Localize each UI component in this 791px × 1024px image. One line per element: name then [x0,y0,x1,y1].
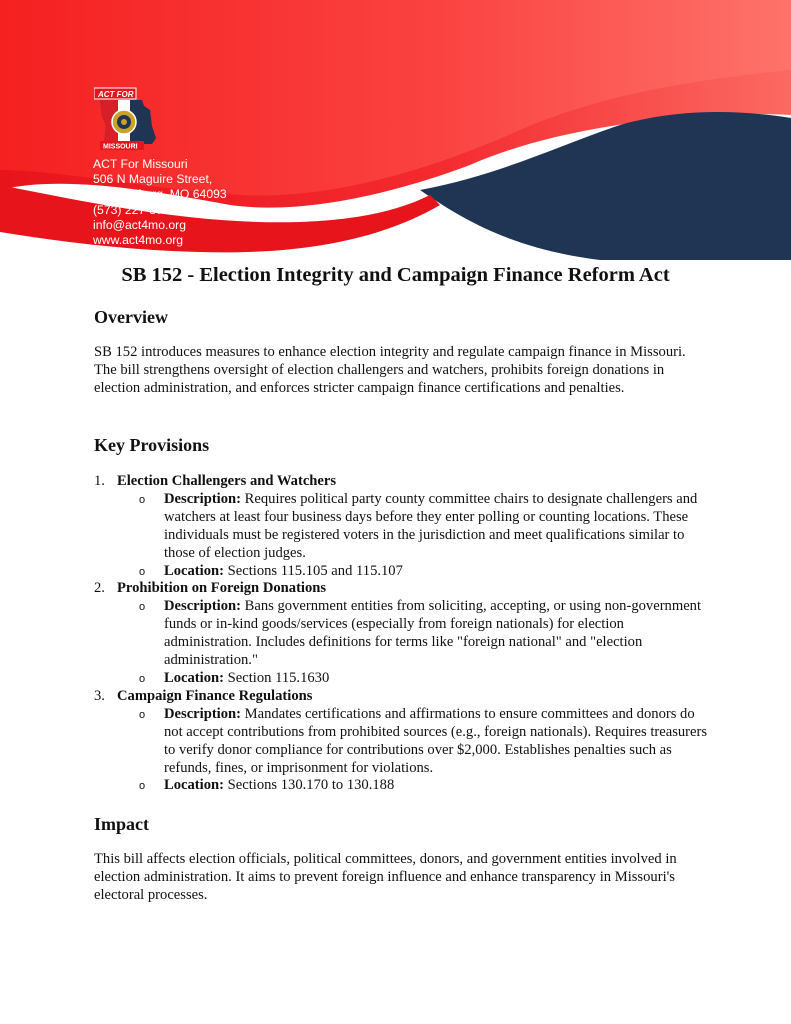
provision-description [94,598,714,670]
impact-heading: Impact [94,814,149,834]
description-label: Description: [164,598,242,615]
provision-description [94,491,714,563]
bullet-icon: o [139,493,146,506]
org-contact-block [93,157,227,248]
page-title: SB 152 - Election Integrity and Campaign Finance Reform Act [121,264,670,286]
provision-title: Campaign Finance Regulations [117,687,313,704]
location-text: Sections 130.170 to 130.188 [227,777,395,794]
description-text: Bans government entities from soliciting, accepting, or using non-government funds or in-kind goods/services (especially from foreign nationals) for election administration. Includes definitions for terms like "foreign national" and "election administration." [164,598,702,669]
org-street: 506 N Maguire Street, [93,172,213,187]
description-label: Description: [164,705,242,722]
location-label: Location: [164,562,224,579]
key-provisions-heading: Key Provisions [94,435,210,455]
org-email[interactable]: info@act4mo.org [93,217,186,232]
provision-item-1 [94,473,714,491]
bullet-icon: o [139,565,146,578]
provision-title: Election Challengers and Watchers [117,473,337,489]
provision-item-3 [94,688,714,706]
overview-text: SB 152 introduces measures to enhance election integrity and regulate campaign finance in Missouri. The bill strengthens oversight of election challengers and watchers, prohibits foreign donations in election administration, and enforces stricter campaign finance certifications and penalties. [94,344,686,396]
description-text: Mandates certifications and affirmations to ensure committees and donors do not accept contributions from prohibited sources (e.g., foreign nationals). Requires treasurers to verify donor compliance for contributions over $2,000. Establishes penalties such as refunds, fines, or imprisonment for violations. [164,705,708,776]
provision-title: Prohibition on Foreign Donations [117,580,327,597]
provision-number: 1. [94,473,105,489]
location-text: Sections 115.105 and 115.107 [227,562,403,579]
svg-text:MISSOURI: MISSOURI [103,143,138,151]
org-city: Warrensburg, MO 64093 [93,187,227,202]
org-website[interactable]: www.act4mo.org [93,233,184,248]
overview-heading: Overview [94,307,168,327]
location-label: Location: [164,777,224,794]
bullet-icon: o [139,780,146,793]
provision-item-2 [94,580,714,598]
act-for-missouri-logo [94,86,160,154]
location-text: Section 115.1630 [227,669,330,686]
location-label: Location: [164,669,224,686]
bullet-icon: o [139,708,146,721]
provision-number: 2. [94,580,105,597]
provision-description [94,706,714,778]
org-name: ACT For Missouri [93,157,188,171]
impact-text: This bill affects election officials, political committees, donors, and government entities involved in election administration. It aims to prevent foreign influence and enhance transparency in Missouri's electoral processes. [94,851,677,903]
svg-text:ACT FOR: ACT FOR [98,90,134,99]
provision-number: 3. [94,687,105,704]
provision-location [94,670,714,688]
provision-location [94,563,714,581]
provision-location [94,777,714,795]
description-label: Description: [164,490,242,507]
description-text: Requires political party county committee chairs to designate challengers and watchers at least four business days before they enter polling or counting locations. These individuals must be registered voters in the jurisdiction and meet qualifications similar to those of election judges. [164,490,698,561]
org-phone: (573) 227-8772 [93,202,177,217]
bullet-icon: o [139,672,146,685]
bullet-icon: o [139,601,146,614]
provisions-list [94,473,714,795]
